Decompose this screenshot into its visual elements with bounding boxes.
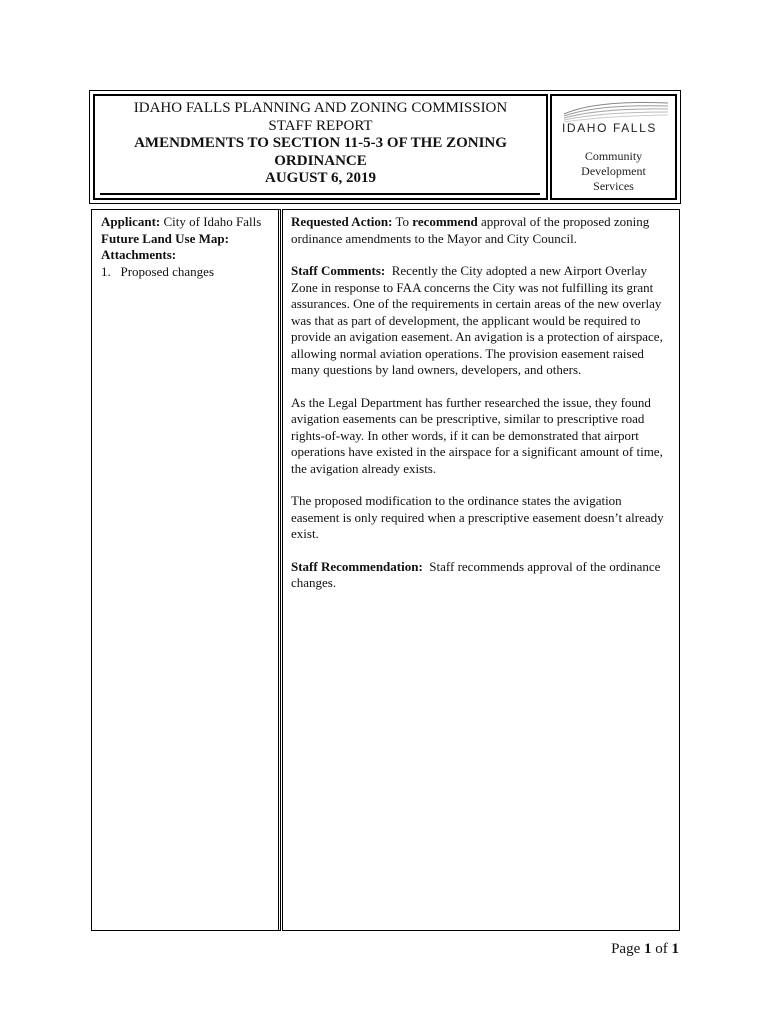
page-number [611, 941, 679, 958]
dept-line-community: Community [584, 149, 643, 163]
title-staff-report: STAFF REPORT [268, 117, 373, 134]
staff-comments-label: Staff Comments: [291, 263, 386, 278]
requested-action-pre: To [395, 214, 410, 229]
staff-comments-paragraph [291, 263, 671, 379]
attachments-label: Attachments: [101, 247, 177, 262]
sidebar-content [101, 214, 271, 280]
page-word: Page [611, 941, 641, 957]
requested-action-paragraph [291, 214, 671, 247]
dept-line-development: Development [581, 164, 646, 178]
title-amendments: AMENDMENTS TO SECTION 11-5-3 OF THE ZONING [134, 135, 507, 152]
future-land-use-label: Future Land Use Map: [101, 230, 229, 246]
attachment-text: Proposed changes [120, 263, 215, 279]
main-content [291, 214, 671, 608]
report-title [95, 100, 546, 188]
title-date: AUGUST 6, 2019 [265, 170, 376, 187]
logo-wordmark: IDAHO FALLS [562, 121, 657, 135]
title-underline [100, 193, 540, 195]
staff-recommendation-text: Staff recommends approval of the ordinance changes. [291, 558, 661, 590]
legal-paragraph: As the Legal Department has further researched the issue, they found avigation easements can be prescriptive, similar to prescriptive road rights-of-way. In other words, if it can be demonstrated that airport operations have existed in the airspace for a significant amount of time, the avigation already exists. [291, 394, 663, 476]
staff-comments-text: Recently the City adopted a new Airport Overlay Zone in response to FAA concerns the City was not fulfilling its grant assurances. One of the requirements in certain areas of the new overlay was that as part of development, the applicant would be required to provide an avigation easement. An avigation is a protection of airspace, allowing normal aviation operations. The provision easement raised many questions by land owners, developers, and others. [291, 263, 663, 377]
title-commission: IDAHO FALLS PLANNING AND ZONING COMMISSION [133, 100, 508, 116]
requested-action-emphasis: recommend [412, 214, 478, 229]
page-current: 1 [644, 941, 652, 957]
sidebar-box [91, 209, 281, 931]
requested-action-text: approval of the proposed zoning ordinance amendments to the Mayor and City Council. [291, 214, 650, 246]
dept-line-services: Services [593, 179, 634, 193]
applicant-label: Applicant: [101, 214, 161, 229]
attachment-number: 1. [101, 263, 111, 279]
page-total: 1 [671, 941, 679, 957]
of-word: of [655, 941, 668, 957]
staff-recommendation-label: Staff Recommendation: [291, 558, 423, 574]
department-name [552, 149, 675, 194]
staff-recommendation-paragraph [291, 559, 671, 592]
applicant-row [101, 214, 271, 231]
applicant-value: City of Idaho Falls [163, 214, 262, 229]
sidebar-divider [278, 209, 279, 931]
modification-paragraph: The proposed modification to the ordinance states the avigation easement is only required when a prescriptive easement doesn’t already exist. [291, 493, 664, 541]
attachment-item [101, 264, 271, 281]
requested-action-label: Requested Action: [291, 214, 393, 229]
title-ordinance: ORDINANCE [274, 152, 367, 169]
